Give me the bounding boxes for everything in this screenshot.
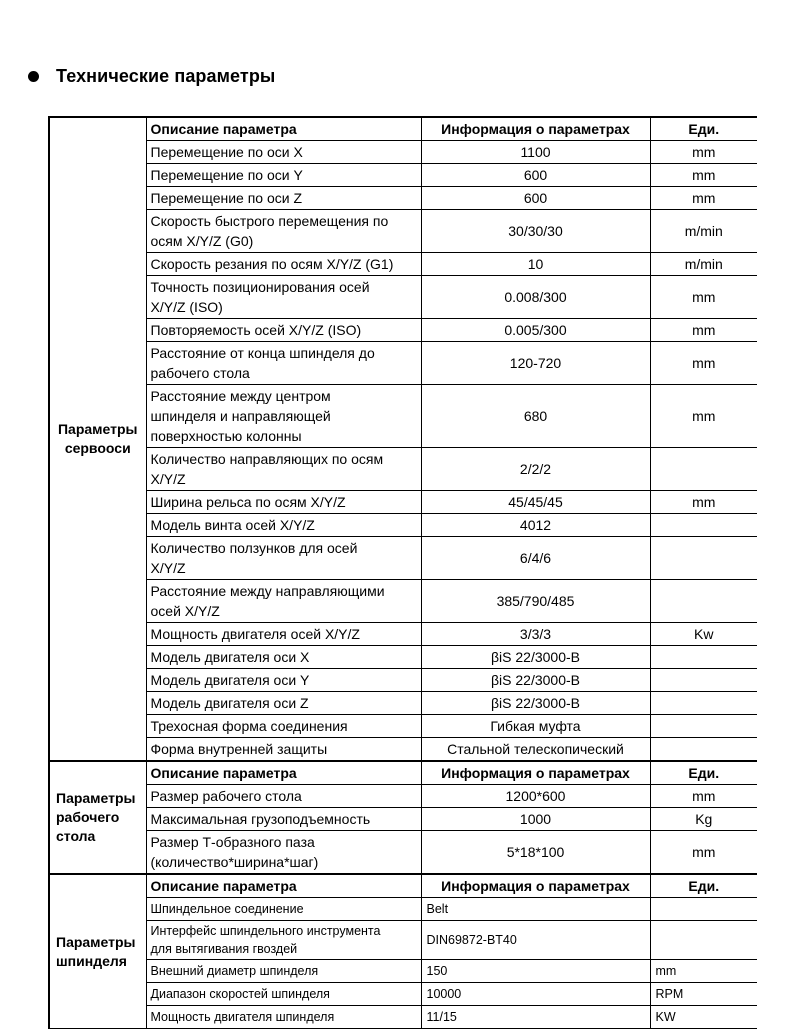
table-row bbox=[49, 738, 757, 762]
parameter-description bbox=[146, 738, 421, 762]
parameter-value: Стальной телескопический bbox=[421, 738, 650, 762]
parameter-unit bbox=[650, 715, 757, 738]
spec-table bbox=[48, 116, 757, 1029]
parameter-description bbox=[146, 983, 421, 1006]
parameter-description bbox=[146, 187, 421, 210]
group-name-line: Параметры bbox=[57, 421, 138, 437]
description-line: Модель винта осей X/Y/Z bbox=[150, 517, 315, 533]
parameter-value: 680 bbox=[421, 385, 650, 448]
table-row bbox=[49, 983, 757, 1006]
description-line: X/Y/Z (ISO) bbox=[150, 299, 223, 315]
description-line: Скорость быстрого перемещения по bbox=[150, 213, 389, 229]
description-line: Модель двигателя оси Y bbox=[150, 672, 310, 688]
description-line: Количество направляющих по осям bbox=[150, 451, 384, 467]
parameter-unit: Kg bbox=[650, 808, 757, 831]
table-row bbox=[49, 808, 757, 831]
description-line: X/Y/Z bbox=[150, 560, 186, 576]
parameter-unit: RPM bbox=[650, 983, 757, 1006]
parameter-value: 600 bbox=[421, 164, 650, 187]
parameter-value: 0.008/300 bbox=[421, 276, 650, 319]
table-row bbox=[49, 187, 757, 210]
description-line: Количество ползунков для осей bbox=[150, 540, 358, 556]
parameter-value: 2/2/2 bbox=[421, 448, 650, 491]
parameter-group bbox=[49, 117, 757, 761]
description-line: осям X/Y/Z (G0) bbox=[150, 233, 254, 249]
parameter-description bbox=[146, 580, 421, 623]
column-header: Еди. bbox=[650, 761, 757, 785]
parameter-value: 0.005/300 bbox=[421, 319, 650, 342]
group-name-cell bbox=[49, 874, 146, 1029]
parameter-description bbox=[146, 831, 421, 875]
bullet-icon bbox=[28, 71, 39, 82]
parameter-description bbox=[146, 646, 421, 669]
group-name-line: Параметры bbox=[56, 933, 136, 950]
parameter-unit bbox=[650, 646, 757, 669]
group-name-line: стола bbox=[56, 828, 96, 844]
parameter-unit: mm bbox=[650, 164, 757, 187]
group-name-line: рабочего bbox=[56, 809, 120, 825]
table-row bbox=[49, 898, 757, 921]
description-line: Форма внутренней защиты bbox=[150, 741, 328, 757]
description-line: Интерфейс шпиндельного инструмента bbox=[150, 924, 381, 938]
parameter-value: 150 bbox=[421, 960, 650, 983]
description-line: Расстояние между направляющими bbox=[150, 583, 385, 599]
table-row bbox=[49, 1006, 757, 1029]
description-line: Расстояние между центром bbox=[150, 388, 331, 404]
parameter-unit: KW bbox=[650, 1006, 757, 1029]
parameter-description bbox=[146, 491, 421, 514]
parameter-unit: m/min bbox=[650, 253, 757, 276]
parameter-description bbox=[146, 692, 421, 715]
parameter-description bbox=[146, 537, 421, 580]
parameter-value: Гибкая муфта bbox=[421, 715, 650, 738]
parameter-description bbox=[146, 623, 421, 646]
parameter-unit: mm bbox=[650, 491, 757, 514]
table-header-row bbox=[49, 761, 757, 785]
table-header-row bbox=[49, 117, 757, 141]
parameter-unit: mm bbox=[650, 960, 757, 983]
parameter-value: βiS 22/3000-B bbox=[421, 669, 650, 692]
description-line: X/Y/Z bbox=[150, 471, 186, 487]
description-line: (количество*ширина*шаг) bbox=[150, 854, 319, 870]
description-line: Внешний диаметр шпинделя bbox=[150, 963, 319, 978]
description-line: Ширина рельса по осям X/Y/Z bbox=[150, 494, 346, 510]
parameter-unit: mm bbox=[650, 831, 757, 875]
description-line: поверхностью колонны bbox=[150, 428, 302, 444]
parameter-value: 11/15 bbox=[421, 1006, 650, 1029]
table-row bbox=[49, 385, 757, 448]
parameter-group bbox=[49, 761, 757, 874]
table-row bbox=[49, 669, 757, 692]
column-header: Описание параметра bbox=[146, 874, 421, 898]
parameter-unit: mm bbox=[650, 785, 757, 808]
column-header: Описание параметра bbox=[146, 117, 421, 141]
parameter-value: 10000 bbox=[421, 983, 650, 1006]
description-line: Повторяемость осей X/Y/Z (ISO) bbox=[150, 322, 362, 338]
parameter-description bbox=[146, 715, 421, 738]
parameter-value: 1000 bbox=[421, 808, 650, 831]
table-row bbox=[49, 692, 757, 715]
table-row bbox=[49, 960, 757, 983]
parameter-unit: mm bbox=[650, 276, 757, 319]
parameter-value: 1200*600 bbox=[421, 785, 650, 808]
column-header: Информация о параметрах bbox=[421, 761, 650, 785]
parameter-value: 600 bbox=[421, 187, 650, 210]
description-line: Диапазон скоростей шпинделя bbox=[150, 986, 330, 1001]
parameter-unit bbox=[650, 921, 757, 960]
group-name-cell bbox=[49, 117, 146, 761]
parameter-value: 1100 bbox=[421, 141, 650, 164]
parameter-description bbox=[146, 276, 421, 319]
description-line: Перемещение по оси X bbox=[150, 144, 303, 160]
parameter-unit bbox=[650, 669, 757, 692]
parameter-value: Belt bbox=[421, 898, 650, 921]
parameter-description bbox=[146, 319, 421, 342]
parameter-unit: mm bbox=[650, 319, 757, 342]
page-title: Технические параметры bbox=[56, 65, 276, 86]
parameter-description bbox=[146, 669, 421, 692]
description-line: Точность позиционирования осей bbox=[150, 279, 370, 295]
parameter-unit: m/min bbox=[650, 210, 757, 253]
description-line: Размер Т-образного паза bbox=[150, 834, 315, 850]
column-header: Описание параметра bbox=[146, 761, 421, 785]
parameter-description bbox=[146, 253, 421, 276]
table-row bbox=[49, 623, 757, 646]
parameter-unit bbox=[650, 692, 757, 715]
description-line: Максимальная грузоподъемность bbox=[150, 811, 371, 827]
parameter-description bbox=[146, 960, 421, 983]
description-line: шпинделя и направляющей bbox=[150, 408, 331, 424]
group-name-line: Параметры bbox=[56, 790, 136, 806]
parameter-value: βiS 22/3000-B bbox=[421, 646, 650, 669]
description-line: Скорость резания по осям X/Y/Z (G1) bbox=[150, 256, 394, 272]
parameter-unit: mm bbox=[650, 141, 757, 164]
table-row bbox=[49, 646, 757, 669]
description-line: Мощность двигателя шпинделя bbox=[150, 1009, 335, 1024]
parameter-value: 120-720 bbox=[421, 342, 650, 385]
table-row bbox=[49, 921, 757, 960]
table-row bbox=[49, 491, 757, 514]
table-row bbox=[49, 276, 757, 319]
group-name-line: сервооси bbox=[64, 440, 131, 456]
table-row bbox=[49, 342, 757, 385]
column-header: Информация о параметрах bbox=[421, 874, 650, 898]
parameter-unit: mm bbox=[650, 342, 757, 385]
table-row bbox=[49, 831, 757, 875]
parameter-unit: Kw bbox=[650, 623, 757, 646]
parameter-unit bbox=[650, 738, 757, 762]
group-name-line: шпинделя bbox=[56, 952, 127, 969]
description-line: Перемещение по оси Z bbox=[150, 190, 303, 206]
parameter-value: 385/790/485 bbox=[421, 580, 650, 623]
parameter-value: DIN69872-BT40 bbox=[421, 921, 650, 960]
parameter-value: 4012 bbox=[421, 514, 650, 537]
table-row bbox=[49, 164, 757, 187]
table-row bbox=[49, 319, 757, 342]
description-line: Мощность двигателя осей X/Y/Z bbox=[150, 626, 360, 642]
parameter-description bbox=[146, 210, 421, 253]
description-line: Трехосная форма соединения bbox=[150, 718, 348, 734]
table-row bbox=[49, 253, 757, 276]
parameter-description bbox=[146, 898, 421, 921]
description-line: Модель двигателя оси Z bbox=[150, 695, 309, 711]
parameter-unit bbox=[650, 580, 757, 623]
parameter-unit bbox=[650, 537, 757, 580]
column-header: Информация о параметрах bbox=[421, 117, 650, 141]
description-line: рабочего стола bbox=[150, 365, 250, 381]
group-name-cell bbox=[49, 761, 146, 874]
parameter-description bbox=[146, 448, 421, 491]
parameter-unit: mm bbox=[650, 187, 757, 210]
table-row bbox=[49, 514, 757, 537]
parameter-description bbox=[146, 514, 421, 537]
table-row bbox=[49, 141, 757, 164]
parameter-value: 30/30/30 bbox=[421, 210, 650, 253]
table-row bbox=[49, 715, 757, 738]
parameter-unit: mm bbox=[650, 385, 757, 448]
parameter-description bbox=[146, 1006, 421, 1029]
parameter-unit bbox=[650, 514, 757, 537]
parameter-group bbox=[49, 874, 757, 1029]
description-line: Шпиндельное соединение bbox=[150, 901, 304, 916]
parameter-value: βiS 22/3000-B bbox=[421, 692, 650, 715]
parameter-value: 5*18*100 bbox=[421, 831, 650, 875]
section-heading bbox=[28, 62, 275, 90]
table-row bbox=[49, 210, 757, 253]
parameter-value: 45/45/45 bbox=[421, 491, 650, 514]
parameter-description bbox=[146, 385, 421, 448]
table-row bbox=[49, 448, 757, 491]
parameter-description bbox=[146, 921, 421, 960]
table-row bbox=[49, 580, 757, 623]
parameter-description bbox=[146, 808, 421, 831]
column-header: Еди. bbox=[650, 874, 757, 898]
table-header-row bbox=[49, 874, 757, 898]
description-line: Перемещение по оси Y bbox=[150, 167, 303, 183]
parameter-description bbox=[146, 141, 421, 164]
description-line: Модель двигателя оси X bbox=[150, 649, 310, 665]
parameter-value: 10 bbox=[421, 253, 650, 276]
description-line: Размер рабочего стола bbox=[150, 788, 302, 804]
table-row bbox=[49, 537, 757, 580]
description-line: осей X/Y/Z bbox=[150, 603, 220, 619]
column-header: Еди. bbox=[650, 117, 757, 141]
parameter-description bbox=[146, 164, 421, 187]
table-row bbox=[49, 785, 757, 808]
parameter-unit bbox=[650, 448, 757, 491]
parameter-unit bbox=[650, 898, 757, 921]
parameter-description bbox=[146, 342, 421, 385]
parameter-value: 6/4/6 bbox=[421, 537, 650, 580]
parameter-value: 3/3/3 bbox=[421, 623, 650, 646]
description-line: Расстояние от конца шпинделя до bbox=[150, 345, 375, 361]
parameter-description bbox=[146, 785, 421, 808]
description-line: для вытягивания гвоздей bbox=[150, 942, 298, 956]
